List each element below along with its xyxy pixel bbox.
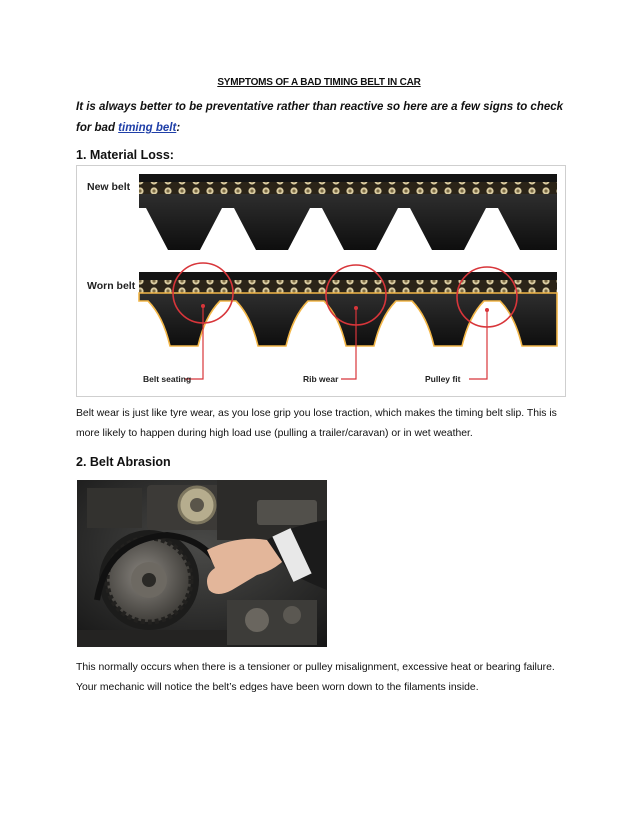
section-heading-material-loss: 1. Material Loss: — [76, 148, 174, 162]
section-heading-belt-abrasion: 2. Belt Abrasion — [76, 455, 171, 469]
belt-wear-diagram — [76, 165, 566, 397]
intro-end: : — [176, 122, 181, 134]
worn-belt-label: Worn belt — [87, 280, 136, 292]
material-loss-paragraph: Belt wear is just like tyre wear, as you lose grip you lose traction, which makes the timing belt slip. This is more likely to happen during high load use (pulling a trailer/caravan) or in wet weather. — [76, 408, 557, 439]
timing-belt-link[interactable]: timing belt — [118, 122, 177, 134]
engine-photo-svg — [77, 480, 327, 647]
worn-belt-top — [139, 272, 557, 280]
belt-wear-svg — [77, 166, 566, 397]
intro-paragraph — [76, 97, 566, 139]
callout-belt-seating: Belt seating — [143, 374, 192, 384]
new-belt-label: New belt — [87, 181, 131, 193]
new-belt-cords — [139, 182, 557, 194]
callout-rib-wear: Rib wear — [303, 374, 339, 384]
intro-text: It is always better to be preventative rather than reactive so here are a few signs to check for bad — [76, 101, 564, 134]
page-title: SYMPTOMS OF A BAD TIMING BELT IN CAR — [217, 77, 421, 88]
worn-belt-cords — [139, 280, 557, 293]
pulley-fit-line — [469, 310, 487, 379]
callout-pulley-fit: Pulley fit — [425, 374, 461, 384]
new-belt-ribs — [139, 194, 557, 250]
worn-belt-ribs — [139, 293, 557, 346]
belt-abrasion-paragraph: This normally occurs when there is a tensioner or pulley misalignment, excessive heat or bearing failure. Your mechanic will notice the belt’s edges have been worn down to the filaments inside. — [76, 662, 555, 693]
engine-photo — [77, 480, 327, 647]
new-belt-top — [139, 174, 557, 182]
